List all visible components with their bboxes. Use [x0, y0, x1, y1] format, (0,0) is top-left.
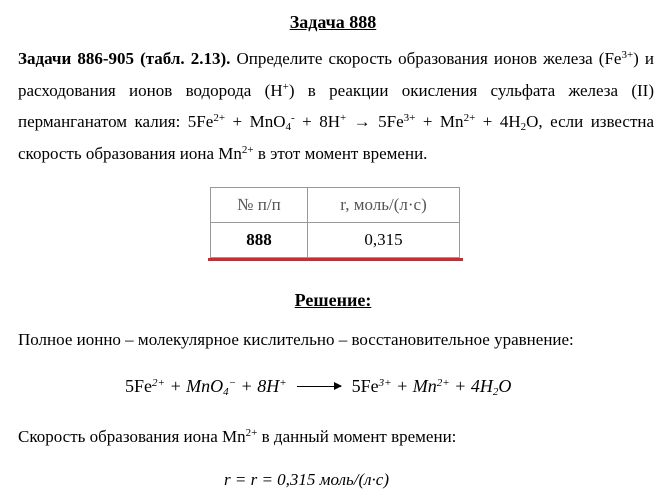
table-cell: 0,315: [308, 223, 460, 258]
solution-title: Решение:: [294, 290, 372, 310]
ionic-equation: $5Fe^{2+} + MnO_4^- + 8H^+$ $5Fe^{3+} + Mn^{2+} + 4H_2O$: [125, 376, 512, 398]
accent-underline: [208, 258, 463, 261]
table-header-row: [211, 188, 460, 223]
problem-ref: Задачи 886-905 (табл. 2.13).: [18, 49, 231, 68]
rate-equation: r = r = 0,315 моль/(л·с): [224, 470, 390, 489]
task-title: Задача 888: [289, 12, 377, 32]
rate-label: Скорость образования иона $Mn^{2+}$ в данный момент времени:: [18, 427, 457, 446]
reaction-arrow-icon: [297, 386, 341, 387]
table-row: [211, 223, 460, 258]
table-header-cell: № п/п: [211, 188, 308, 223]
table-cell: 888: [211, 223, 308, 258]
problem-statement: Задачи 886-905 (табл. 2.13). Определите скорость образования ионов железа $(Fe^{3+})$ и расходования ионов водорода (H+) в реакции окисления сульфата железа (II) перманганатом калия: $5Fe^{2+} + MnO_4^- + 8H^+ \to 5Fe^{3+} + Mn^{2+} + 4H_2O$, если известна скорость образования иона $Mn^{2+}$ в этот момент времени.: [18, 49, 655, 163]
ionic-equation-label: Полное ионно – молекулярное кислительно – восстановительное уравнение:: [18, 330, 574, 349]
task-data-table: [210, 187, 460, 258]
table-header-cell: r, моль/(л·с): [308, 188, 460, 223]
